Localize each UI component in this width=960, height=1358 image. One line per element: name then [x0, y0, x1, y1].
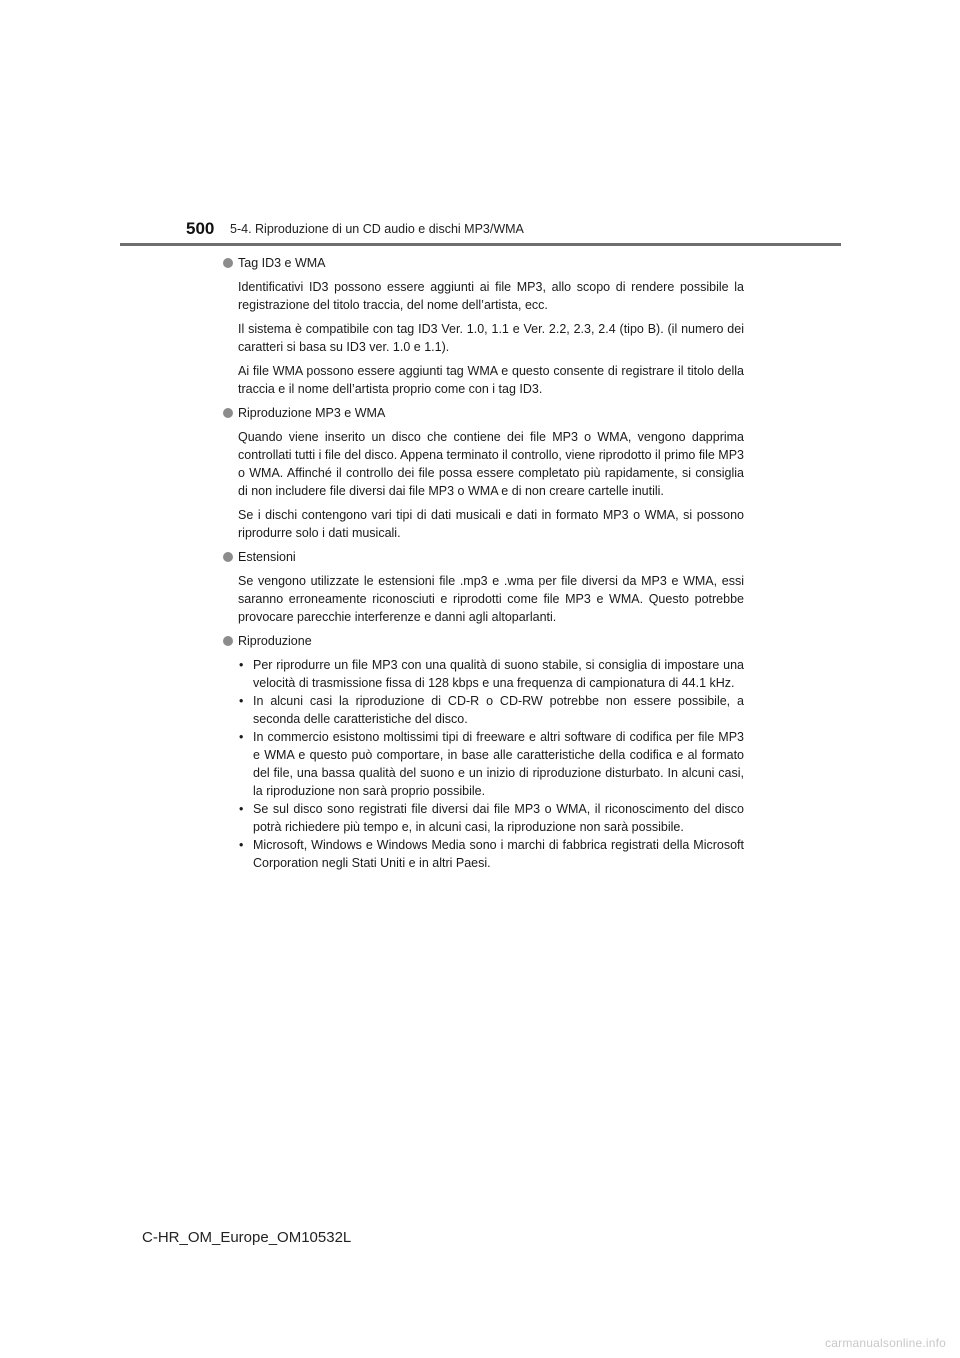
bullet-dot: •	[239, 658, 244, 672]
page-content	[222, 254, 744, 872]
list-item	[238, 800, 744, 836]
paragraph: Il sistema è compatibile con tag ID3 Ver. 1.0, 1.1 e Ver. 2.2, 2.3, 2.4 (tipo B). (il numero dei caratteri si basa su ID3 ver. 1.0 e 1.1).	[238, 322, 744, 354]
bullet-dot: •	[239, 838, 244, 852]
circle-bullet-icon	[223, 552, 233, 562]
list-item-text: Microsoft, Windows e Windows Media sono i marchi di fabbrica registrati della Microsoft Corporation negli Stati Uniti e in altri Paesi.	[253, 838, 744, 870]
topic-title: Tag ID3 e WMA	[238, 256, 326, 270]
topic-heading-tags	[222, 254, 744, 272]
topic-title: Estensioni	[238, 550, 296, 564]
bullet-dot: •	[239, 802, 244, 816]
topic-heading-extensions	[222, 548, 744, 566]
circle-bullet-icon	[223, 408, 233, 418]
reproduction-list	[238, 656, 744, 872]
circle-bullet-icon	[223, 636, 233, 646]
list-item	[238, 836, 744, 872]
topic-heading-playback	[222, 404, 744, 422]
topic-heading-reproduction	[222, 632, 744, 650]
list-item-text: Per riprodurre un file MP3 con una qualità di suono stabile, si consiglia di impostare una velocità di trasmissione fissa di 128 kbps e una frequenza di campionatura di 44.1 kHz.	[253, 658, 744, 690]
page-number: 500	[186, 219, 215, 238]
paragraph: Ai file WMA possono essere aggiunti tag WMA e questo consente di registrare il titolo della traccia e il nome dell’artista proprio come con i tag ID3.	[238, 364, 744, 396]
bullet-dot: •	[239, 694, 244, 708]
paragraph: Identificativi ID3 possono essere aggiunti ai file MP3, allo scopo di rendere possibile la registrazione del titolo traccia, del nome dell’artista, ecc.	[238, 280, 744, 312]
list-item	[238, 692, 744, 728]
footer-code: C-HR_OM_Europe_OM10532L	[142, 1229, 352, 1246]
header-rule	[120, 243, 841, 246]
section-title: 5-4. Riproduzione di un CD audio e dischi MP3/WMA	[230, 222, 524, 236]
paragraph: Se vengono utilizzate le estensioni file .mp3 e .wma per file diversi da MP3 e WMA, essi saranno erroneamente riconosciuti e riprodotti come file MP3 e WMA. Questo potrebbe provocare parecchie interferenze e danni agli altoparlanti.	[238, 574, 744, 624]
list-item-text: In alcuni casi la riproduzione di CD-R o CD-RW potrebbe non essere possibile, a seconda delle caratteristiche del disco.	[253, 694, 744, 726]
paragraph: Quando viene inserito un disco che contiene dei file MP3 o WMA, vengono dapprima controllati tutti i file del disco. Appena terminato il controllo, viene riprodotto il primo file MP3 o WMA. Affinché il controllo dei file possa essere completato più rapidamente, si consiglia di non includere file diversi dai file MP3 o WMA e di non creare cartelle inutili.	[238, 430, 744, 498]
topic-title: Riproduzione	[238, 634, 312, 648]
bullet-dot: •	[239, 730, 244, 744]
list-item-text: Se sul disco sono registrati file diversi dai file MP3 o WMA, il riconoscimento del disco potrà richiedere più tempo e, in alcuni casi, la riproduzione non sarà possibile.	[253, 802, 744, 834]
watermark: carmanualsonline.info	[825, 1336, 946, 1350]
list-item	[238, 656, 744, 692]
circle-bullet-icon	[223, 258, 233, 268]
list-item	[238, 728, 744, 800]
topic-title: Riproduzione MP3 e WMA	[238, 406, 386, 420]
list-item-text: In commercio esistono moltissimi tipi di freeware e altri software di codifica per file MP3 e WMA e questo può comportare, in base alle caratteristiche della codifica e al formato del file, una bassa qualità del suono e un inizio di riproduzione disturbato. In alcuni casi, la riproduzione non sarà proprio possibile.	[253, 730, 744, 798]
paragraph: Se i dischi contengono vari tipi di dati musicali e dati in formato MP3 o WMA, si possono riprodurre solo i dati musicali.	[238, 508, 744, 540]
